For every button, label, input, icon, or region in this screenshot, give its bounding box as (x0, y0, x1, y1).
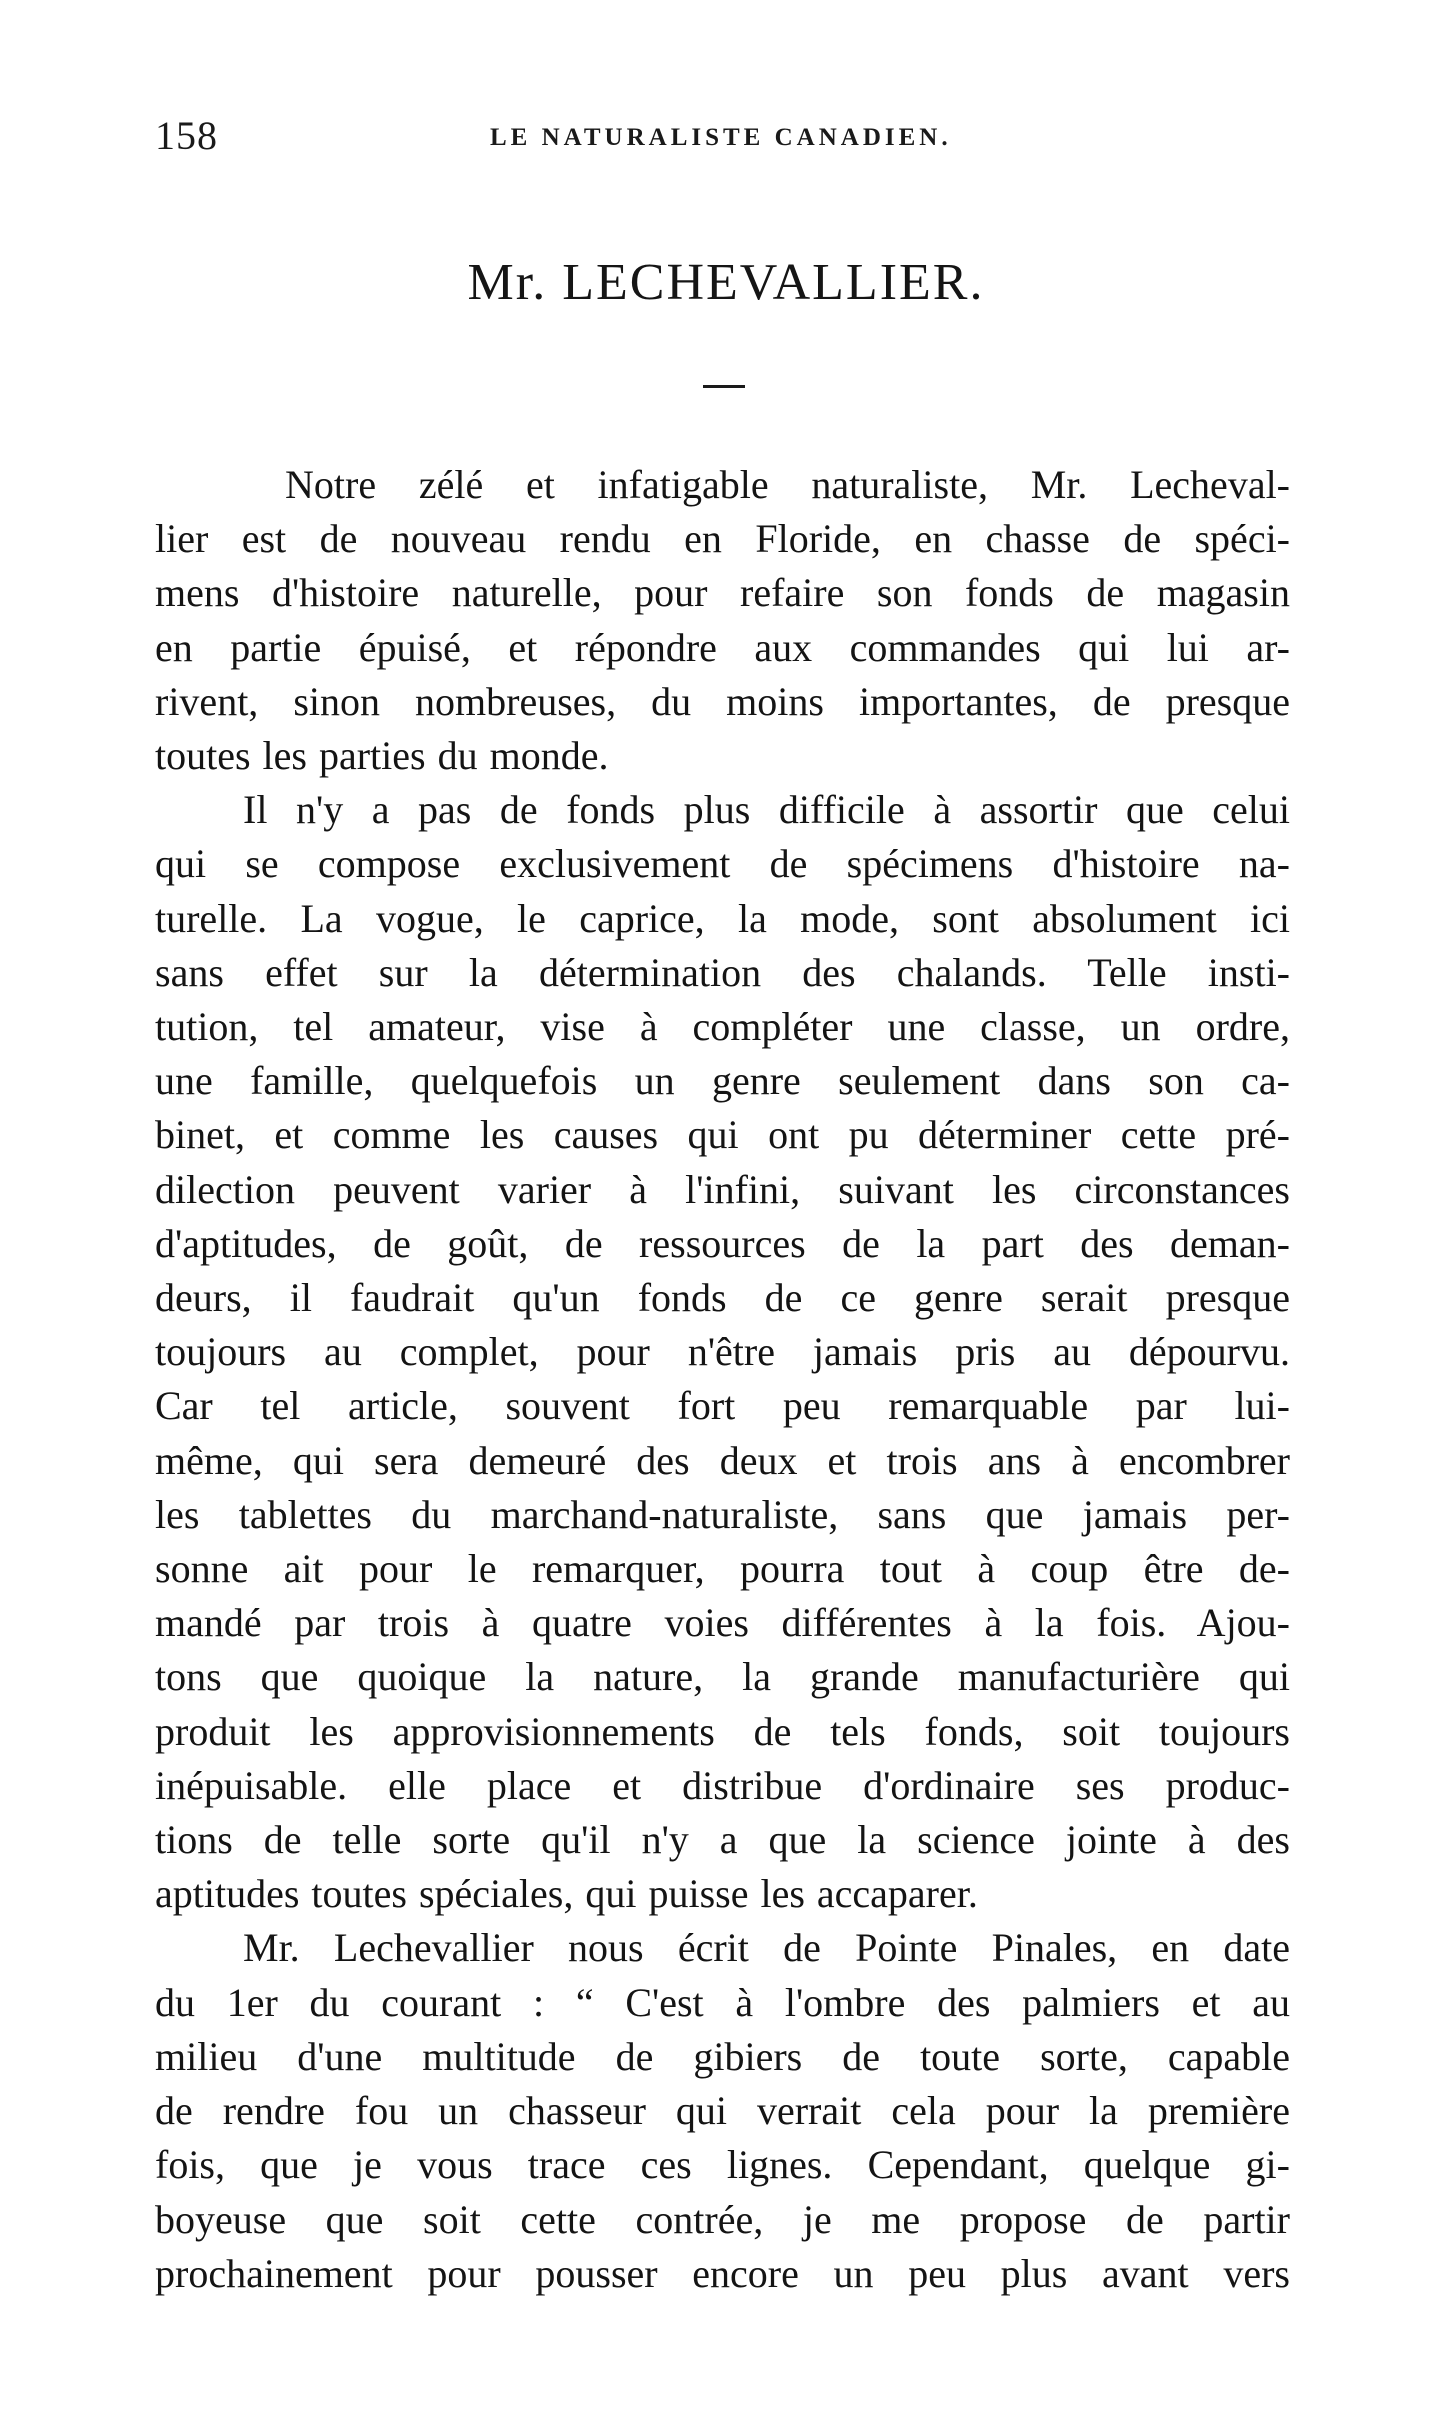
text-line: dilection peuvent varier à l'infini, suivant les circonstances (155, 1166, 1290, 1212)
text-line: Il n'y a pas de fonds plus difficile à assortir que celui (243, 787, 1290, 833)
text-line: Notre zélé et infatigable naturaliste, Mr. Lecheval- (285, 462, 1290, 507)
article-body (155, 458, 1290, 2301)
text-line: toutes les parties du monde. (155, 733, 609, 779)
text-line: prochainement pour pousser encore un peu plus avant vers (155, 2250, 1290, 2296)
text-line: tution, tel amateur, vise à compléter une classe, un ordre, (155, 1004, 1290, 1050)
text-line: du 1er du courant : “ C'est à l'ombre des palmiers et au (155, 1979, 1290, 2025)
paragraph-2 (155, 783, 1290, 1921)
text-line: de rendre fou un chasseur qui verrait cela pour la première (155, 2088, 1290, 2134)
paragraph-1 (155, 458, 1290, 783)
text-line: sonne ait pour le remarquer, pourra tout à coup être de- (155, 1546, 1290, 1592)
text-line: milieu d'une multitude de gibiers de toute sorte, capable (155, 2033, 1290, 2079)
text-line: Mr. Lechevallier nous écrit de Pointe Pinales, en date (243, 1925, 1290, 1971)
text-line: aptitudes toutes spéciales, qui puisse les accaparer. (155, 1871, 978, 1917)
text-line: deurs, il faudrait qu'un fonds de ce genre serait presque (155, 1275, 1290, 1321)
text-line: tions de telle sorte qu'il n'y a que la science jointe à des (155, 1817, 1290, 1863)
text-line: les tablettes du marchand-naturaliste, sans que jamais per- (155, 1491, 1290, 1537)
text-line: qui se compose exclusivement de spécimens d'histoire na- (155, 841, 1290, 887)
text-line: mandé par trois à quatre voies différentes à la fois. Ajou- (155, 1600, 1290, 1646)
text-line: turelle. La vogue, le caprice, la mode, sont absolument ici (155, 895, 1290, 941)
paragraph-3 (155, 1921, 1290, 2300)
text-line: sans effet sur la détermination des chalands. Telle insti- (155, 949, 1290, 995)
text-line: même, qui sera demeuré des deux et trois ans à encombrer (155, 1437, 1290, 1483)
text-line: tons que quoique la nature, la grande manufacturière qui (155, 1654, 1290, 1700)
text-line: Car tel article, souvent fort peu remarquable par lui- (155, 1383, 1290, 1429)
text-line: boyeuse que soit cette contrée, je me propose de partir (155, 2196, 1290, 2242)
text-line: d'aptitudes, de goût, de ressources de la part des deman- (155, 1220, 1290, 1266)
text-line: rivent, sinon nombreuses, du moins importantes, de presque (155, 678, 1290, 724)
text-line: mens d'histoire naturelle, pour refaire son fonds de magasin (155, 570, 1290, 616)
text-line: binet, et comme les causes qui ont pu déterminer cette pré- (155, 1112, 1290, 1158)
running-head: LE NATURALISTE CANADIEN. (490, 124, 952, 151)
article-title: Mr. LECHEVALLIER. (467, 254, 985, 311)
text-line: une famille, quelquefois un genre seulement dans son ca- (155, 1058, 1290, 1104)
text-line: en partie épuisé, et répondre aux commandes qui lui ar- (155, 624, 1290, 670)
text-line: toujours au complet, pour n'être jamais pris au dépourvu. (155, 1329, 1290, 1375)
page-header (155, 112, 1290, 172)
text-line: inépuisable. elle place et distribue d'ordinaire ses produc- (155, 1762, 1290, 1808)
title-rule (703, 385, 745, 388)
page-number: 158 (155, 113, 218, 158)
text-line: produit les approvisionnements de tels fonds, soit toujours (155, 1708, 1290, 1754)
text-line: fois, que je vous trace ces lignes. Cependant, quelque gi- (155, 2142, 1290, 2188)
text-line: lier est de nouveau rendu en Floride, en chasse de spéci- (155, 516, 1290, 562)
